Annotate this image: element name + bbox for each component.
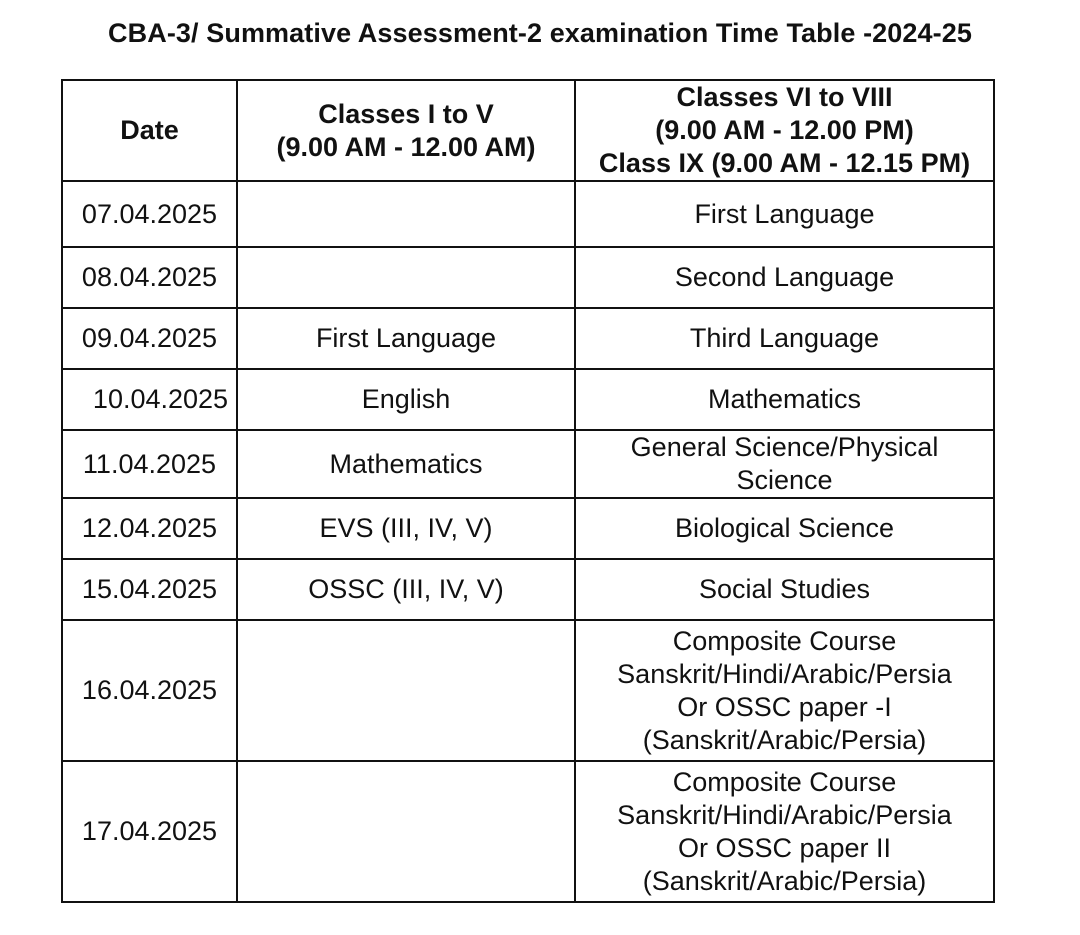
- subject-line: Social Studies: [698, 574, 871, 604]
- date-cell: 09.04.2025: [62, 308, 237, 369]
- subject-line: Composite Course: [672, 766, 897, 797]
- header-date: Date: [62, 80, 237, 181]
- table-row: [62, 498, 994, 559]
- table-row: [62, 559, 994, 620]
- header-line: (9.00 AM - 12.00 PM): [655, 115, 914, 145]
- table-row: [62, 247, 994, 308]
- subject-line: Biological Science: [674, 513, 895, 543]
- subject-line: Sanskrit/Hindi/Arabic/Persia: [617, 658, 952, 689]
- subject-line: Composite Course: [672, 625, 897, 656]
- table-row: [62, 369, 994, 430]
- subject-line: First Language: [694, 198, 875, 229]
- secondary-subject-cell: [575, 761, 994, 902]
- date-cell: 07.04.2025: [62, 181, 237, 247]
- secondary-subject-cell: [575, 559, 994, 620]
- table-row: [62, 308, 994, 369]
- primary-subject-cell: EVS (III, IV, V): [237, 498, 575, 559]
- primary-subject-cell: Mathematics: [237, 430, 575, 498]
- secondary-subject-cell: [575, 620, 994, 761]
- subject-line: Or OSSC paper -I: [677, 691, 892, 722]
- secondary-subject-cell: [575, 247, 994, 308]
- primary-subject-cell: [237, 620, 575, 761]
- header-line: Classes I to V: [318, 98, 494, 129]
- subject-line: (Sanskrit/Arabic/Persia): [642, 865, 927, 896]
- secondary-subject-cell: [575, 181, 994, 247]
- secondary-subject-cell: [575, 369, 994, 430]
- subject-line: Mathematics: [707, 384, 862, 414]
- secondary-subject-cell: [575, 498, 994, 559]
- primary-subject-cell: [237, 181, 575, 247]
- subject-line: Third Language: [689, 323, 880, 353]
- subject-line: General Science/Physical: [630, 432, 939, 462]
- primary-subject-cell: [237, 761, 575, 902]
- date-cell: 08.04.2025: [62, 247, 237, 308]
- secondary-subject-cell: [575, 430, 994, 498]
- header-row: [62, 80, 994, 181]
- primary-subject-cell: [237, 247, 575, 308]
- subject-line: Second Language: [674, 262, 895, 292]
- document-title: CBA-3/ Summative Assessment-2 examination Time Table -2024-25: [108, 18, 972, 48]
- header-classes-vi-to-ix: [575, 80, 994, 181]
- table-row: [62, 181, 994, 247]
- header-line: (9.00 AM - 12.00 AM): [276, 131, 536, 162]
- subject-line: Or OSSC paper II: [677, 832, 892, 863]
- header-line: Class IX (9.00 AM - 12.15 PM): [598, 148, 971, 178]
- timetable: [61, 79, 995, 903]
- header-classes-i-to-v: [237, 80, 575, 181]
- date-cell: 11.04.2025: [62, 430, 237, 498]
- secondary-subject-cell: [575, 308, 994, 369]
- primary-subject-cell: OSSC (III, IV, V): [237, 559, 575, 620]
- table-row: [62, 761, 994, 902]
- table-row: [62, 430, 994, 498]
- date-cell: 17.04.2025: [62, 761, 237, 902]
- table-row: [62, 620, 994, 761]
- date-cell: 15.04.2025: [62, 559, 237, 620]
- date-cell: 10.04.2025: [62, 369, 237, 430]
- date-cell: 12.04.2025: [62, 498, 237, 559]
- subject-line: Science: [736, 465, 833, 495]
- header-line: Classes VI to VIII: [676, 82, 893, 112]
- date-cell: 16.04.2025: [62, 620, 237, 761]
- primary-subject-cell: English: [237, 369, 575, 430]
- primary-subject-cell: First Language: [237, 308, 575, 369]
- subject-line: Sanskrit/Hindi/Arabic/Persia: [617, 799, 952, 830]
- subject-line: (Sanskrit/Arabic/Persia): [642, 724, 927, 755]
